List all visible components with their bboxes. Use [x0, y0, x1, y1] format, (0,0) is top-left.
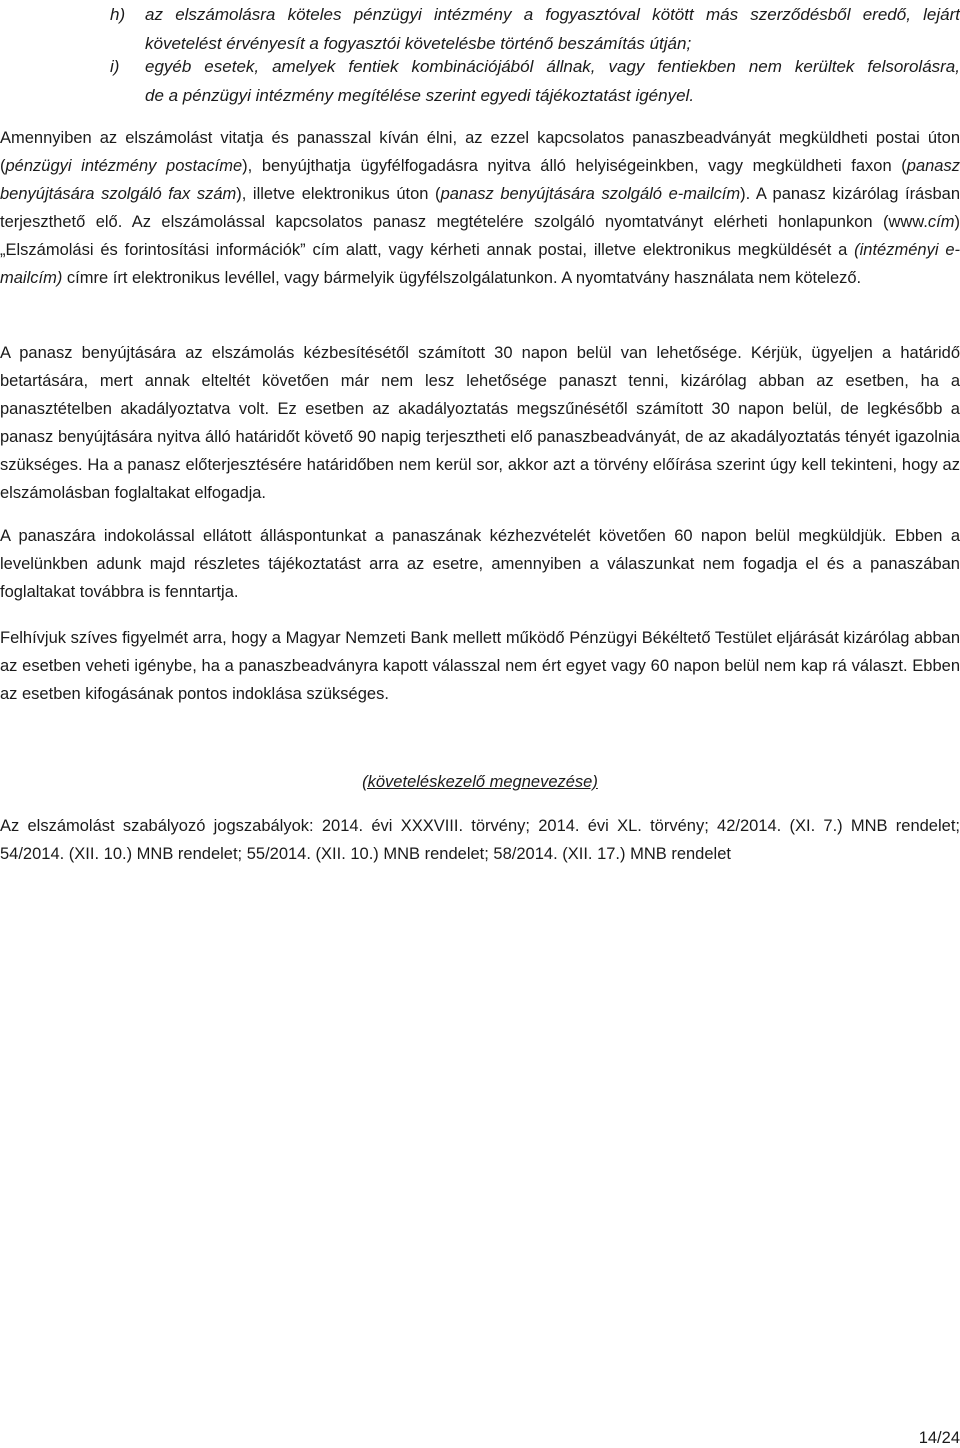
text-run: ), benyújthatja ügyfélfogadásra nyitva álló helyiségeinkben, vagy megküldheti faxon (	[242, 157, 907, 175]
list-marker-h: h)	[110, 5, 126, 24]
signature-text: (követeléskezelő megnevezése)	[362, 773, 598, 791]
text-run: ), illetve elektronikus úton (	[236, 185, 441, 203]
placeholder-postal-address: pénzügyi intézmény postacíme	[5, 157, 243, 175]
signature-placeholder	[0, 768, 960, 796]
list-marker-i: i)	[110, 57, 120, 76]
list-item-i	[0, 52, 960, 110]
text-run: címre írt elektronikus levéllel, vagy bármelyik ügyfélszolgálatunkon. A nyomtatvány használata nem kötelező.	[62, 269, 862, 287]
placeholder-institution-email: (intézményi e-mailcím)	[0, 241, 960, 287]
list-line: követelést érvényesít a fogyasztói követelésbe történő beszámítás útján;	[145, 34, 692, 53]
paragraph-deadline: A panasz benyújtására az elszámolás kézbesítésétől számított 30 napon belül van lehetősége. Kérjük, ügyeljen a határidő betartására, mert annak elteltét követően már nem lesz lehetősége panaszt tenni, kizárólag abban az esetben, ha a panasztételben akadályoztatva volt. Ez esetben az akadályoztatás megszűnésétől számított 30 napon belül, de legkésőbb a panasz benyújtására nyitva álló határidőt követő 90 napig terjesztheti elő panaszbeadványát, de az akadályoztatás tényét igazolnia szükséges. Ha a panasz előterjesztésére határidőben nem kerül sor, akkor azt a törvény előírása szerint úgy kell tekinteni, hogy az elszámolásban foglaltakat elfogadja.	[0, 344, 960, 502]
paragraph-legal-references: Az elszámolást szabályozó jogszabályok: 2014. évi XXXVIII. törvény; 2014. évi XL. törvény; 42/2014. (XI. 7.) MNB rendelet; 54/2014. (XII. 10.) MNB rendelet; 55/2014. (XII. 10.) MNB rendelet; 58/2014. (XII. 17.) MNB rendelet	[0, 817, 960, 863]
list-text-h	[145, 0, 960, 58]
list-line: egyéb esetek, amelyek fentiek kombinációjából állnak, vagy fentiekben nem kerültek felsorolásra,	[145, 57, 960, 76]
list-line: de a pénzügyi intézmény megítélése szerint egyedi tájékoztatást igényel.	[145, 86, 695, 105]
placeholder-website: cím	[927, 213, 955, 231]
text-run: ) „Elszámolási és forintosítási információk” cím alatt, vagy kérheti annak postai, illetve elektronikus megküldését a	[0, 213, 960, 259]
placeholder-email-address: panasz benyújtására szolgáló e-mailcím	[440, 185, 741, 203]
text-run: Amennyiben az elszámolást vitatja és panasszal kíván élni, az ezzel kapcsolatos panaszbeadványát megküldheti postai úton (	[0, 129, 960, 175]
list-item-h	[0, 0, 960, 58]
paragraph-arbitration: Felhívjuk szíves figyelmét arra, hogy a Magyar Nemzeti Bank mellett működő Pénzügyi Békéltető Testület eljárását kizárólag abban az esetben veheti igénybe, ha a panaszbeadványra kapott válasszal nem ért egyet vagy 60 napon belül nem kap rá választ. Ebben az esetben kifogásának pontos indoklása szükséges.	[0, 629, 960, 703]
paragraph-response: A panaszára indokolással ellátott álláspontunkat a panaszának kézhezvételét követően 60 napon belül megküldjük. Ebben a levelünkben adunk majd részletes tájékoztatást arra az esetre, amennyiben a válaszunkat nem fogadja el és a panaszában foglaltakat továbbra is fenntartja.	[0, 527, 960, 601]
list-text-i	[145, 52, 960, 110]
list-line: az elszámolásra köteles pénzügyi intézmény a fogyasztóval kötött más szerződésből eredő, lejárt	[145, 5, 960, 24]
page-number: 14/24	[918, 1429, 960, 1447]
placeholder-fax-number: panasz benyújtására szolgáló fax szám	[0, 157, 960, 203]
paragraph-complaint-channels	[0, 124, 960, 292]
text-run: ). A panasz kizárólag írásban terjeszthető elő. Az elszámolással kapcsolatos panasz megtételére szolgáló nyomtatványt elérheti honlapunkon (www.	[0, 185, 960, 231]
